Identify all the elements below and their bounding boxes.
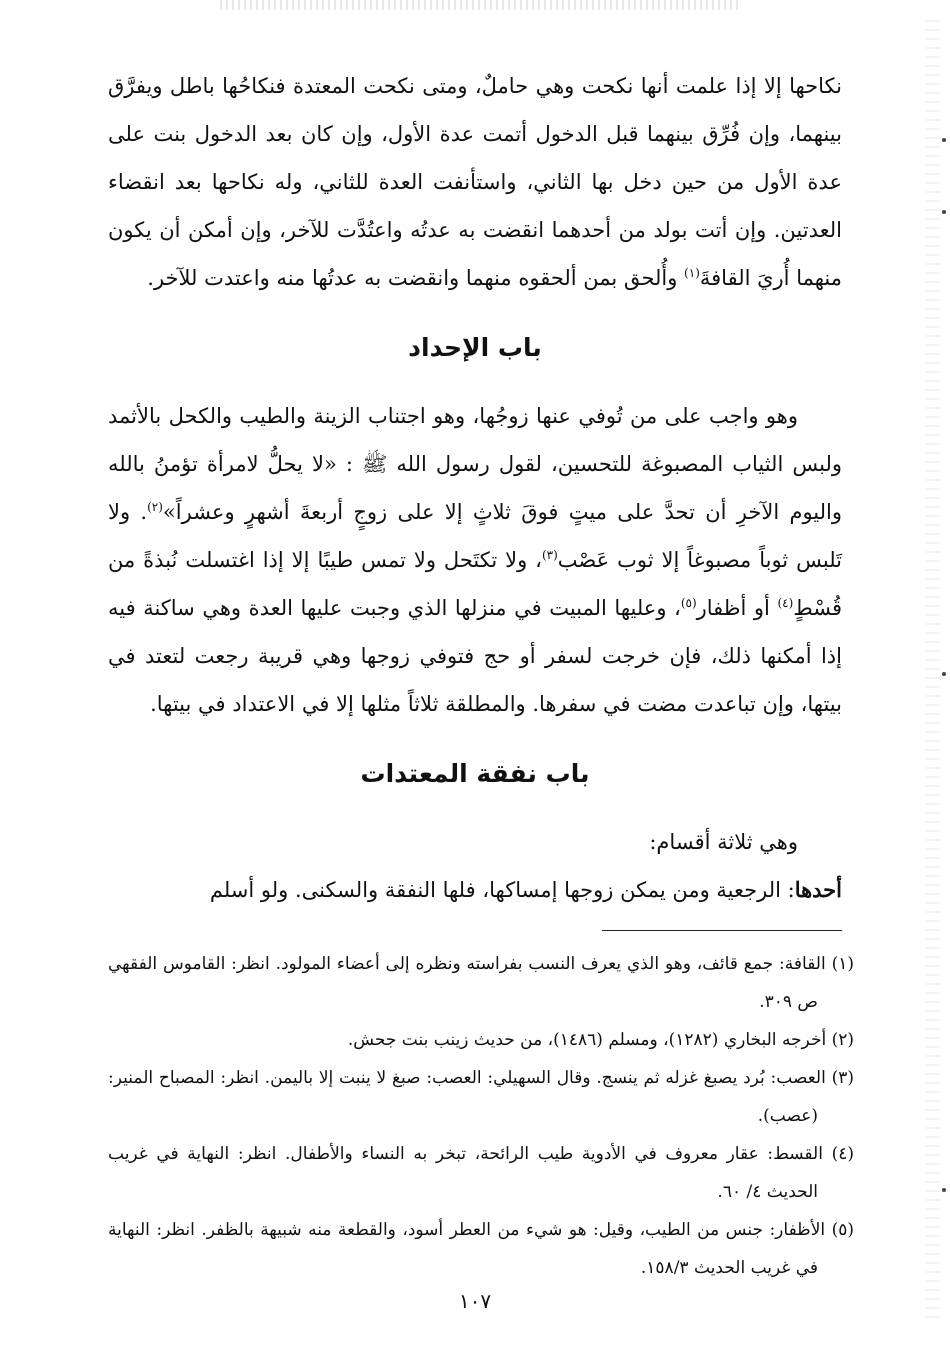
page-number: ١٠٧: [458, 1289, 492, 1313]
footnote-marker: (٢): [147, 500, 163, 514]
text-line: منهما وانقضت به عدتُها منه واعتدت للآخر.: [147, 266, 512, 290]
paragraph-text: ، وعليها المبيت في منزلها الذي وجبت عليها العدة وهي ساكنة فيه إذا أمكنها ذلك، فإن خرجت لسفر أو حج فتوفي زوجها وهي قريبة رجعت لتعتد في بيتها، وإن تباعدت مضت في سفرها. والمطلقة ثلاثاً مثلها إلا في الاعتداد في بيتها.: [108, 596, 842, 716]
scan-mark: [942, 138, 946, 142]
footnote-1: (١) القافة: جمع قائف، وهو الذي يعرف النسب بفراسته ونظره إلى أعضاء المولود. انظر: القاموس الفقهي ص ٣٠٩.: [108, 954, 854, 1012]
ihdad-paragraph: [108, 392, 842, 728]
opening-paragraph: [108, 62, 842, 302]
text-line: وأُلحق بمن ألحقوه: [518, 266, 685, 290]
footnote-3: (٣) العصب: بُرد يصبغ غزله ثم ينسج. وقال السهيلي: العصب: صبغ لا ينبت إلا باليمن. انظر: المصباح المنير: (عصب).: [108, 1068, 854, 1126]
nafaqa-intro: وهي ثلاثة أقسام:: [649, 830, 798, 854]
section-heading-ihdad: باب الإحداد: [408, 333, 542, 362]
main-text: [108, 62, 842, 914]
paragraph-text: ، ولا تكتَحل ولا تمس طيبًا إلا إذا اغتسلت نُبذةً من قُسْطٍ: [108, 548, 842, 620]
scan-mark: [942, 672, 946, 676]
footnote-4: (٤) القسط: عقار معروف في الأدوية طيب الرائحة، تبخر به النساء والأطفال. انظر: النهاية في غريب الحديث ٤/ ٦٠.: [108, 1144, 854, 1202]
text-line: باطل ويفرَّق بينهما، وإن فُرِّق بينهما قبل الدخول أتمت عدة الأول، وإن كان بعد: [108, 74, 842, 146]
footnote-5: (٥) الأظفار: جنس من الطيب، وقيل: هو شيء من العطر أسود، والقطعة منه شبيهة بالظفر. انظر: النهاية في غريب الحديث ١٥٨/٣.: [108, 1220, 854, 1278]
text-line: واعتُدَّت للآخر، وإن أمكن أن يكون منهما أُريَ القافةَ: [108, 218, 842, 290]
nafaqa-first-item: [108, 866, 842, 914]
paragraph-text: . ولا تَلبس ثوباً مصبوغاً إلا ثوب عَصْب: [108, 500, 842, 572]
footnote-2: (٢) أخرجه البخاري (١٢٨٢)، ومسلم (١٤٨٦)، من حديث زينب بنت جحش.: [347, 1030, 854, 1050]
footnote-marker: (٥): [680, 596, 697, 610]
footnote-marker: (٤): [777, 596, 794, 610]
item-label: أحدها: [794, 877, 842, 902]
section-heading-nafaqa: باب نفقة المعتدات: [360, 759, 590, 788]
scan-mark: [942, 1188, 946, 1192]
paragraph-text: وهو واجب على من تُوفي عنها زوجُها، وهو اجتناب الزينة والطيب والكحل بالأثمد ولبس الثياب المصبوغة للتحسين، لقول رسول الله ﷺ : «لا يحلُّ لامرأة تؤمنُ بالله واليوم الآخرِ أن تحدَّ على ميتٍ فوقَ ثلاثٍ إلا على زوجٍ أربعةَ أشهرٍ وعشراً»: [108, 404, 843, 524]
scan-noise-right: [926, 20, 940, 1320]
text-line: نكاحها إلا إذا علمت أنها نكحت وهي حاملٌ، ومتى نكحت المعتدة فنكاحُها: [222, 74, 843, 98]
text-line: الدخول بنت على عدة الأول من حين دخل بها الثاني، واستأنفت العدة للثاني،: [108, 122, 842, 194]
footnotes: [108, 945, 854, 1287]
footnote-marker: (٣): [541, 548, 558, 562]
footnote-marker: (١): [684, 266, 700, 280]
footnote-divider: [602, 930, 842, 931]
scan-mark: [942, 210, 946, 214]
paragraph-text: أو أظفار: [696, 596, 778, 620]
scan-noise-top: [220, 0, 740, 10]
item-text: : الرجعية ومن يمكن زوجها إمساكها، فلها النفقة والسكنى. ولو أسلم: [209, 878, 795, 902]
text-line: وله نكاحها بعد انقضاء العدتين. وإن أتت بولد من أحدهما انقضت به عدتُه: [108, 170, 842, 242]
